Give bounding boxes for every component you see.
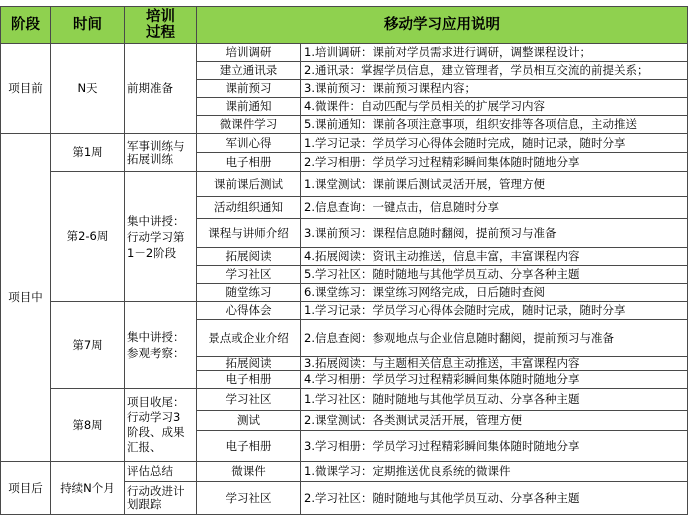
description-cell: 2.通讯录：掌握学员信息，建立管理者，学员相互交流的前提关系； [301,62,688,80]
description-cell: 1.培训调研：课前对学员需求进行调研，调整课程设计； [301,44,688,62]
description-cell: 2.学习相册：学员学习过程精彩瞬间集体随时随地分享 [301,153,688,172]
app-cell: 学习社区 [197,482,301,515]
process-cell: 集中讲授： 行动学习第 1－2阶段 [125,172,197,302]
app-cell: 课程与讲师介绍 [197,219,301,248]
description-cell: 2.信息查阅：参观地点与企业信息随时翻阅，提前预习与准备 [301,320,688,357]
stage-cell: 项目中 [0,134,51,462]
app-cell: 课前课后测试 [197,172,301,197]
description-cell: 6.课堂练习：课堂练习网络完成，日后随时查阅 [301,284,688,302]
process-cell: 评估总结 [125,462,197,482]
app-cell: 电子相册 [197,371,301,389]
app-cell: 拓展阅读 [197,357,301,371]
description-cell: 1.学习记录：学员学习心得体会随时完成，随时记录，随时分享 [301,134,688,153]
description-cell: 2.信息查询：一键点击，信息随时分享 [301,197,688,219]
description-cell: 4.拓展阅读：资讯主动推送，信息丰富，丰富课程内容 [301,248,688,266]
app-cell: 景点或企业介绍 [197,320,301,357]
process-cell: 行动改进计 划跟踪 [125,482,197,515]
app-cell: 活动组织通知 [197,197,301,219]
header-stage: 阶段 [0,6,51,44]
header-time: 时间 [51,6,125,44]
app-cell: 课前通知 [197,98,301,116]
description-cell: 3.课前预习：课程信息随时翻阅，提前预习与准备 [301,219,688,248]
stage-cell: 项目前 [0,44,51,134]
time-cell: 第7周 [51,302,125,389]
app-cell: 随堂练习 [197,284,301,302]
app-cell: 军训心得 [197,134,301,153]
app-cell: 心得体会 [197,302,301,320]
description-cell: 3.拓展阅读：与主题相关信息主动推送，丰富课程内容 [301,357,688,371]
app-cell: 电子相册 [197,431,301,462]
description-cell: 1.学习社区：随时随地与其他学员互动、分享各种主题 [301,389,688,411]
time-cell: 第8周 [51,389,125,462]
description-cell: 4.微课件：自动匹配与学员相关的扩展学习内容 [301,98,688,116]
process-cell: 前期准备 [125,44,197,134]
description-cell: 3.课前预习：课前预习课程内容； [301,80,688,98]
app-cell: 电子相册 [197,153,301,172]
description-cell: 4.学习相册：学员学习过程精彩瞬间集体随时随地分享 [301,371,688,389]
process-cell: 项目收尾： 行动学习3 阶段、成果 汇报、 [125,389,197,462]
app-cell: 微课件 [197,462,301,482]
description-cell: 1.学习记录：学员学习心得体会随时完成，随时记录，随时分享 [301,302,688,320]
app-cell: 拓展阅读 [197,248,301,266]
time-cell: 第2-6周 [51,172,125,302]
app-cell: 学习社区 [197,266,301,284]
app-cell: 测试 [197,411,301,431]
time-cell: 持续N个月 [51,462,125,515]
description-cell: 5.课前通知：课前各项注意事项，组织安排等各项信息，主动推送 [301,116,688,134]
header-training-process: 培训 过程 [125,6,197,44]
app-cell: 课前预习 [197,80,301,98]
process-cell: 军事训练与 拓展训练 [125,134,197,172]
app-cell: 学习社区 [197,389,301,411]
description-cell: 1.微课学习：定期推送优良系统的微课件 [301,462,688,482]
description-cell: 2.学习社区：随时随地与其他学员互动、分享各种主题 [301,482,688,515]
header-description: 移动学习应用说明 [197,6,688,44]
time-cell: N天 [51,44,125,134]
app-cell: 建立通讯录 [197,62,301,80]
description-cell: 1.课堂测试：课前课后测试灵活开展，管理方便 [301,172,688,197]
process-cell: 集中讲授： 参观考察： [125,302,197,389]
description-cell: 5.学习社区：随时随地与其他学员互动、分享各种主题 [301,266,688,284]
app-cell: 微课件学习 [197,116,301,134]
description-cell: 3.学习相册：学员学习过程精彩瞬间集体随时随地分享 [301,431,688,462]
app-cell: 培训调研 [197,44,301,62]
time-cell: 第1周 [51,134,125,172]
description-cell: 2.课堂测试：各类测试灵活开展，管理方便 [301,411,688,431]
stage-cell: 项目后 [0,462,51,515]
